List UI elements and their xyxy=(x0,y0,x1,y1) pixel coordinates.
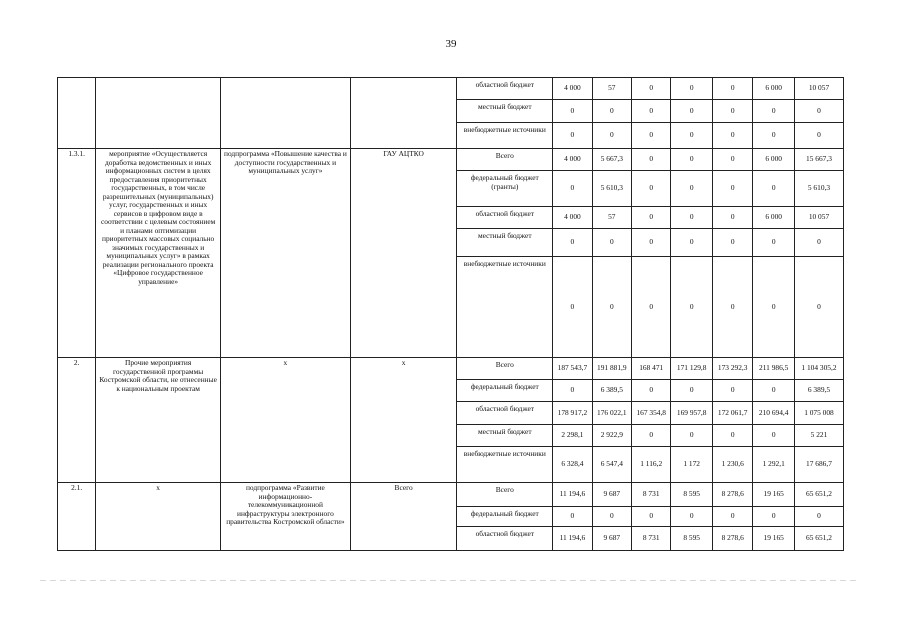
value-cell: 6 000 xyxy=(753,207,795,229)
value-cell: 0 xyxy=(592,229,631,257)
value-cell: 0 xyxy=(632,507,671,527)
value-cell: 5 667,3 xyxy=(592,149,631,171)
value-cell: 0 xyxy=(553,229,592,257)
name-cell: x xyxy=(96,483,221,551)
source-cell: федеральный бюджет xyxy=(457,507,553,527)
value-cell: 0 xyxy=(632,171,671,207)
value-cell: 0 xyxy=(712,171,752,207)
value-cell: 0 xyxy=(712,257,752,358)
value-cell: 8 278,6 xyxy=(712,527,752,551)
value-cell: 0 xyxy=(712,380,752,402)
value-cell: 176 022,1 xyxy=(592,402,631,425)
value-cell: 0 xyxy=(632,229,671,257)
value-cell: 65 651,2 xyxy=(794,483,843,507)
value-cell: 1 116,2 xyxy=(632,447,671,483)
value-cell: 8 731 xyxy=(632,483,671,507)
value-cell: 5 610,3 xyxy=(592,171,631,207)
code-cell: 2.1. xyxy=(58,483,96,551)
value-cell: 19 165 xyxy=(753,483,795,507)
source-cell: областной бюджет xyxy=(457,402,553,425)
value-cell: 0 xyxy=(632,380,671,402)
value-cell: 0 xyxy=(753,229,795,257)
executor-cell: ГАУ АЦТКО xyxy=(350,149,457,358)
value-cell: 11 194,6 xyxy=(553,527,592,551)
value-cell: 0 xyxy=(671,149,713,171)
scan-artifact-line xyxy=(40,580,860,581)
value-cell: 17 686,7 xyxy=(794,447,843,483)
executor-cell: x xyxy=(350,358,457,483)
source-cell: федеральный бюджет (гранты) xyxy=(457,171,553,207)
value-cell: 171 129,8 xyxy=(671,358,713,380)
value-cell: 4 000 xyxy=(553,207,592,229)
value-cell: 0 xyxy=(712,425,752,447)
value-cell: 0 xyxy=(794,257,843,358)
value-cell: 0 xyxy=(794,100,843,123)
value-cell: 5 610,3 xyxy=(794,171,843,207)
value-cell: 1 172 xyxy=(671,447,713,483)
executor-cell xyxy=(350,78,457,149)
value-cell: 167 354,8 xyxy=(632,402,671,425)
value-cell: 0 xyxy=(753,380,795,402)
program-cell xyxy=(220,78,350,149)
value-cell: 0 xyxy=(753,425,795,447)
source-cell: федеральный бюджет xyxy=(457,380,553,402)
value-cell: 0 xyxy=(632,100,671,123)
value-cell: 0 xyxy=(592,100,631,123)
value-cell: 0 xyxy=(712,100,752,123)
program-cell: x xyxy=(220,358,350,483)
table-row xyxy=(58,483,844,507)
value-cell: 1 104 305,2 xyxy=(794,358,843,380)
value-cell: 0 xyxy=(671,171,713,207)
source-cell: областной бюджет xyxy=(457,78,553,100)
value-cell: 2 298,1 xyxy=(553,425,592,447)
page-number: 39 xyxy=(445,38,457,50)
value-cell: 11 194,6 xyxy=(553,483,592,507)
value-cell: 8 595 xyxy=(671,483,713,507)
value-cell: 0 xyxy=(632,207,671,229)
value-cell: 0 xyxy=(592,507,631,527)
budget-table xyxy=(57,77,844,551)
source-cell: внебюджетные источники xyxy=(457,257,553,358)
value-cell: 0 xyxy=(553,100,592,123)
value-cell: 211 986,5 xyxy=(753,358,795,380)
value-cell: 6 000 xyxy=(753,149,795,171)
value-cell: 0 xyxy=(671,257,713,358)
value-cell: 0 xyxy=(632,123,671,149)
value-cell: 0 xyxy=(753,507,795,527)
value-cell: 9 687 xyxy=(592,527,631,551)
value-cell: 0 xyxy=(712,123,752,149)
name-cell: Прочие мероприятия государственной программы Костромской области, не отнесенные к национальным проектам xyxy=(96,358,221,483)
value-cell: 0 xyxy=(553,380,592,402)
value-cell: 2 922,9 xyxy=(592,425,631,447)
value-cell: 0 xyxy=(712,507,752,527)
source-cell: областной бюджет xyxy=(457,207,553,229)
source-cell: Всего xyxy=(457,483,553,507)
value-cell: 6 328,4 xyxy=(553,447,592,483)
value-cell: 6 389,5 xyxy=(794,380,843,402)
value-cell: 191 881,9 xyxy=(592,358,631,380)
source-cell: внебюджетные источники xyxy=(457,123,553,149)
value-cell: 173 292,3 xyxy=(712,358,752,380)
value-cell: 210 694,4 xyxy=(753,402,795,425)
value-cell: 19 165 xyxy=(753,527,795,551)
name-cell xyxy=(96,78,221,149)
value-cell: 10 057 xyxy=(794,207,843,229)
value-cell: 9 687 xyxy=(592,483,631,507)
code-cell: 2. xyxy=(58,358,96,483)
source-cell: местный бюджет xyxy=(457,100,553,123)
value-cell: 6 547,4 xyxy=(592,447,631,483)
value-cell: 169 957,8 xyxy=(671,402,713,425)
value-cell: 178 917,2 xyxy=(553,402,592,425)
value-cell: 0 xyxy=(632,257,671,358)
value-cell: 0 xyxy=(632,425,671,447)
value-cell: 1 292,1 xyxy=(753,447,795,483)
code-cell: 1.3.1. xyxy=(58,149,96,358)
value-cell: 10 057 xyxy=(794,78,843,100)
value-cell: 5 221 xyxy=(794,425,843,447)
value-cell: 0 xyxy=(553,507,592,527)
value-cell: 0 xyxy=(553,257,592,358)
source-cell: Всего xyxy=(457,358,553,380)
source-cell: Всего xyxy=(457,149,553,171)
program-cell: подпрограмма «Повышение качества и доступности государственных и муниципальных услуг» xyxy=(220,149,350,358)
value-cell: 15 667,3 xyxy=(794,149,843,171)
value-cell: 0 xyxy=(794,229,843,257)
source-cell: областной бюджет xyxy=(457,527,553,551)
value-cell: 0 xyxy=(671,507,713,527)
value-cell: 1 075 008 xyxy=(794,402,843,425)
value-cell: 0 xyxy=(753,100,795,123)
source-cell: местный бюджет xyxy=(457,229,553,257)
value-cell: 0 xyxy=(794,507,843,527)
value-cell: 0 xyxy=(671,380,713,402)
value-cell: 168 471 xyxy=(632,358,671,380)
value-cell: 0 xyxy=(712,78,752,100)
value-cell: 0 xyxy=(712,207,752,229)
value-cell: 0 xyxy=(712,229,752,257)
table-row xyxy=(58,78,844,100)
value-cell: 0 xyxy=(592,123,631,149)
value-cell: 0 xyxy=(632,78,671,100)
value-cell: 57 xyxy=(592,78,631,100)
value-cell: 0 xyxy=(753,171,795,207)
value-cell: 0 xyxy=(712,149,752,171)
value-cell: 4 000 xyxy=(553,149,592,171)
value-cell: 0 xyxy=(671,78,713,100)
value-cell: 4 000 xyxy=(553,78,592,100)
table-row xyxy=(58,358,844,380)
name-cell: мероприятие «Осуществляется доработка ведомственных и иных информационных систем в целях предоставления приоритетных государственных, в том числе разрешительных (муниципальных) услуг, государственных и иных сервисов в цифровом виде в соответствии с целевым состоянием и планами оптимизации приоритетных массовых социально значимых государственных и муниципальных услуг» в рамках реализации регионального проекта «Цифровое государственное управление» xyxy=(96,149,221,358)
value-cell: 57 xyxy=(592,207,631,229)
code-cell xyxy=(58,78,96,149)
value-cell: 0 xyxy=(632,149,671,171)
value-cell: 6 389,5 xyxy=(592,380,631,402)
value-cell: 0 xyxy=(671,229,713,257)
value-cell: 0 xyxy=(753,123,795,149)
source-cell: внебюджетные источники xyxy=(457,447,553,483)
value-cell: 65 651,2 xyxy=(794,527,843,551)
value-cell: 0 xyxy=(753,257,795,358)
value-cell: 0 xyxy=(671,123,713,149)
value-cell: 6 000 xyxy=(753,78,795,100)
executor-cell: Всего xyxy=(350,483,457,551)
source-cell: местный бюджет xyxy=(457,425,553,447)
value-cell: 0 xyxy=(553,171,592,207)
value-cell: 0 xyxy=(671,207,713,229)
value-cell: 187 543,7 xyxy=(553,358,592,380)
value-cell: 0 xyxy=(592,257,631,358)
value-cell: 8 731 xyxy=(632,527,671,551)
value-cell: 172 061,7 xyxy=(712,402,752,425)
value-cell: 0 xyxy=(671,425,713,447)
value-cell: 0 xyxy=(553,123,592,149)
program-cell: подпрограмма «Развитие информационно-телекоммуникационной инфраструктуры электронного правительства Костромской области» xyxy=(220,483,350,551)
value-cell: 1 230,6 xyxy=(712,447,752,483)
value-cell: 0 xyxy=(671,100,713,123)
value-cell: 8 278,6 xyxy=(712,483,752,507)
value-cell: 8 595 xyxy=(671,527,713,551)
value-cell: 0 xyxy=(794,123,843,149)
table-row xyxy=(58,149,844,171)
